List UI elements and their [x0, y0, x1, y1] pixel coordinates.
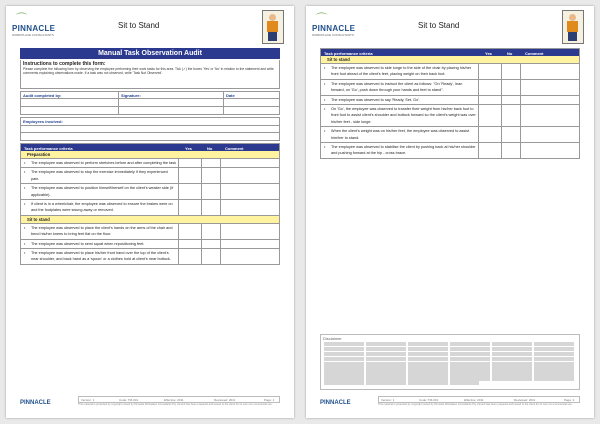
criteria-text: • The employee was observed to perform stretches before and after completing the task — [21, 159, 177, 167]
footer-logo: PINNACLE — [20, 400, 51, 406]
yes-header: Yes — [185, 145, 192, 151]
criteria-table-page1 — [20, 143, 280, 265]
pinnacle-logo — [12, 14, 72, 38]
document-title: Sit to Stand — [418, 21, 460, 30]
person-standing-icon — [262, 10, 284, 44]
footer-notice: This material is protected by copyright owned by Pinnacle Workplace Consultants Pty Ltd and has been prepared and issued to the client for its own non-commercial use. — [378, 403, 573, 406]
criteria-text: • On 'Go', the employee was observed to transfer their weight from his/her back foot to front foot to assist client's shoulder and buttock forward so the client's weight was over his/her feet - side lunge. — [321, 105, 477, 126]
disclaimer-box — [320, 334, 580, 390]
table-row — [321, 127, 579, 143]
criteria-text: • The employee was observed to side lunge to the side of the chair by placing his/her front foot ahead of the client's feet, placing weight on their back foot. — [321, 64, 477, 79]
table-row — [21, 184, 279, 200]
table-row — [21, 159, 279, 168]
table-row — [21, 168, 279, 184]
no-header: No — [507, 50, 513, 56]
criteria-text: • The employee was observed to place the client's hands on the arms of the chair and bend his/her knees to bring feet flat on the floor. — [21, 224, 177, 239]
page-footer — [20, 396, 280, 414]
footer-page: Page: 1 — [264, 397, 275, 402]
criteria-table-page2 — [320, 48, 580, 159]
page-footer — [320, 396, 580, 414]
footer-notice: This material is protected by copyright owned by Pinnacle Workplace Consultants Pty Ltd and has been prepared and issued to the client for its own non-commercial use. — [78, 403, 273, 406]
yes-header: Yes — [485, 50, 492, 56]
table-row — [321, 64, 579, 80]
footer-effective: Effective: 2011 — [464, 397, 484, 402]
footer-reviewed: Reviewed: 2011 — [214, 397, 236, 402]
table-row — [21, 240, 279, 249]
completed-by-label: Audit completed by: — [23, 93, 62, 98]
footer-logo: PINNACLE — [320, 400, 351, 406]
employees-box — [20, 117, 280, 141]
criteria-text: • If client is in a wheelchair, the employee was observed to ensure the brakes were on and the footplates were swung away or removed. — [21, 200, 177, 215]
table-row — [321, 80, 579, 96]
criteria-text: • The employee was observed to say 'Ready, Set, Go'. — [321, 96, 477, 104]
swoosh-icon: ⌒ — [316, 13, 327, 25]
comment-header: Comment — [225, 145, 244, 151]
footer-reviewed: Reviewed: 2011 — [514, 397, 536, 402]
brand-tagline: WORKPLACE CONSULTANTS — [12, 33, 54, 37]
signature-label: Signature: — [121, 93, 141, 98]
footer-version: Version: 1 — [81, 397, 95, 402]
person-standing-icon — [562, 10, 584, 44]
table-row — [321, 105, 579, 127]
footer-meta — [378, 396, 580, 403]
page-header — [10, 10, 290, 44]
instructions-box — [20, 60, 280, 89]
table-row — [21, 200, 279, 216]
section-sit-to-stand: Sit to stand — [321, 56, 579, 64]
swoosh-icon: ⌒ — [16, 13, 27, 25]
brand-name: PINNACLE — [12, 24, 56, 33]
criteria-header: Task performance criteria — [324, 50, 373, 56]
criteria-text: • The employee was observed to place his/her front hand over the top of the client's near shoulder, and back hand as a 'spoon' or a clothes hold at client's near buttock. — [21, 249, 177, 264]
employees-label: Employees involved: — [23, 119, 63, 124]
table-header — [321, 49, 579, 56]
footer-code: Code: TM-001 — [119, 397, 139, 402]
table-row — [321, 96, 579, 105]
table-row — [21, 224, 279, 240]
footer-code: Code: TM-001 — [419, 397, 439, 402]
disclaimer-heading: Disclaimer — [323, 336, 342, 341]
criteria-text: • The employee was observed to position himself/herself on the client's weaker side (if applicable). — [21, 184, 177, 199]
footer-page: Page: 2 — [564, 397, 575, 402]
criteria-header: Task performance criteria — [24, 145, 73, 151]
date-label: Date — [226, 93, 235, 98]
table-row — [321, 143, 579, 158]
footer-effective: Effective: 2011 — [164, 397, 184, 402]
footer-version: Version: 1 — [381, 397, 395, 402]
comment-header: Comment — [525, 50, 544, 56]
criteria-text: • The employee was observed to semi squat when repositioning feet. — [21, 240, 177, 248]
document-title: Sit to Stand — [118, 21, 160, 30]
table-row — [21, 249, 279, 264]
page-header — [310, 10, 590, 44]
criteria-text: • When the client's weight was on his/her feet, the employee was observed to assist him/her to stand. — [321, 127, 477, 142]
section-preparation: Preparation — [21, 151, 279, 159]
criteria-text: • The employee was observed to stop the exercise immediately if they experienced pain. — [21, 168, 177, 183]
brand-tagline: WORKPLACE CONSULTANTS — [312, 33, 354, 37]
instructions-text: Please complete the following form by observing the employee performing their work tasks for this area. Tick (✓) the boxes 'Yes' or 'No' in relation to the statement and write comments explaining observations made. If a task was not observed, write 'Task Not Observed'. — [23, 67, 274, 76]
criteria-text: • The employee was observed to instruct the client as follows: "On 'Ready', lean forward, on 'Go', push down through your hands and feet to stand". — [321, 80, 477, 95]
footer-meta — [78, 396, 280, 403]
audit-fields — [20, 91, 280, 115]
table-header — [21, 144, 279, 151]
criteria-text: • The employee was observed to stabilise the client by pushing back at his/her shoulder and pushing forward at the hip - cross brace. — [321, 143, 477, 158]
brand-name: PINNACLE — [312, 24, 356, 33]
audit-title: Manual Task Observation Audit — [20, 48, 280, 59]
page-2 — [306, 6, 594, 418]
no-header: No — [207, 145, 213, 151]
pinnacle-logo — [312, 14, 372, 38]
section-sit-to-stand: Sit to stand — [21, 216, 279, 224]
instructions-heading: Instructions to complete this form: — [23, 61, 106, 67]
page-1 — [6, 6, 294, 418]
